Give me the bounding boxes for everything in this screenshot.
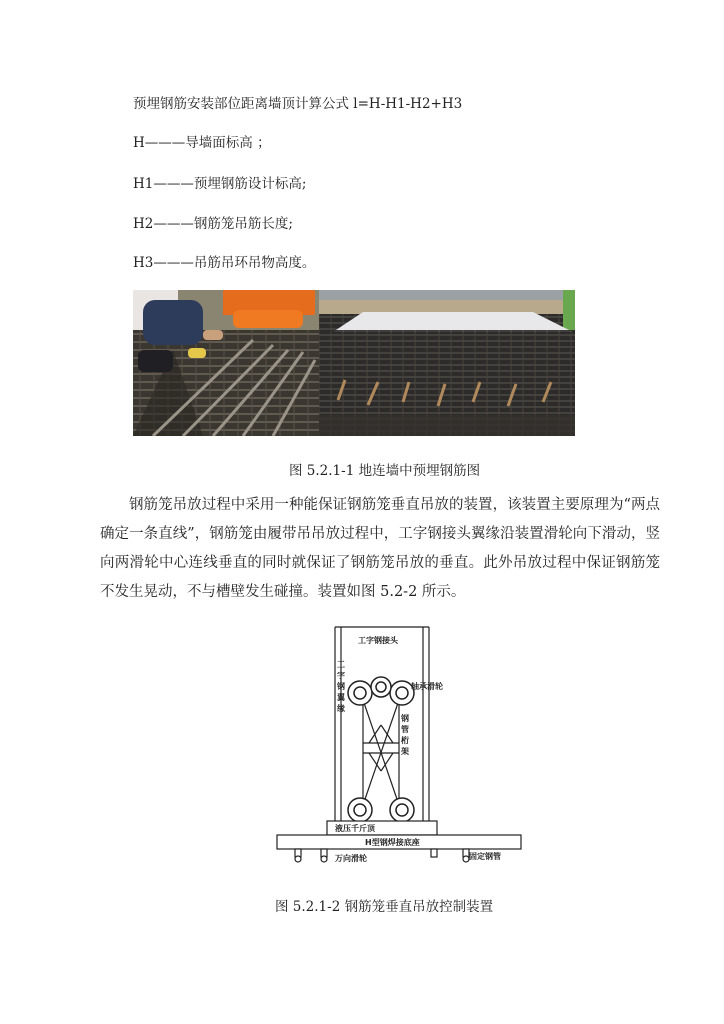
def-text: 预埋钢筋设计标高; (193, 176, 307, 192)
def-text: 吊筋吊环吊物高度。 (193, 255, 316, 271)
label-pipe: 固定钢管 (469, 852, 501, 861)
formula-intro: 预埋钢筋安装部位距离墙顶计算公式 l=H-H1-H2+H3 (133, 96, 463, 112)
label-left-flange: 工字钢翼缘 (337, 660, 345, 713)
def-text: 导墙面标高 ； (185, 135, 271, 151)
definition-h1 (133, 172, 306, 192)
def-text: 钢筋笼吊筋长度; (193, 216, 293, 232)
label-jack: 液压千斤顶 (335, 824, 375, 833)
bearing-pulleys-bottom (348, 798, 414, 822)
body-paragraph: 钢筋笼吊放过程中采用一种能保证钢筋笼垂直吊放的装置，该装置主要原理为“两点确定一条直线”，钢筋笼由履带吊吊放过程中，工字钢接头翼缘沿装置滑轮向下滑动，竖向两滑轮中心连线垂直的同时就保证了钢筋笼吊放的垂直。此外吊放过程中保证钢筋笼不发生晃动，不与槽壁发生碰撞。装置如图 5.2-2 所示。 (100, 497, 660, 600)
def-label: H2 (133, 216, 154, 232)
rebar-photo (133, 290, 575, 436)
figure2-caption: 图 5.2.1-2 钢筋笼垂直吊放控制装置 (275, 899, 494, 915)
label-base: H型钢焊接底座 (365, 838, 420, 847)
def-dash: ——— (153, 216, 194, 232)
def-label: H1 (133, 176, 154, 192)
def-label: H3 (133, 255, 154, 271)
figure1-caption: 图 5.2.1-1 地连墙中预埋钢筋图 (289, 463, 481, 479)
right-photo (319, 290, 575, 436)
def-dash: ——— (153, 255, 194, 271)
lifting-device-diagram (271, 625, 527, 869)
definition-h3 (133, 251, 315, 271)
label-wheel: 万向滑轮 (335, 854, 367, 863)
def-dash: ——— (144, 135, 186, 151)
def-dash: ——— (153, 176, 194, 192)
label-bearing: 轴承滑轮 (411, 682, 443, 691)
left-photo (133, 290, 319, 436)
def-label: H (133, 135, 145, 151)
definition-h (133, 131, 271, 151)
definition-h2 (133, 212, 293, 232)
bearing-pulleys-top (348, 677, 414, 705)
label-truss: 钢管桁架 (401, 714, 409, 756)
label-top: 工字钢接头 (358, 636, 398, 645)
